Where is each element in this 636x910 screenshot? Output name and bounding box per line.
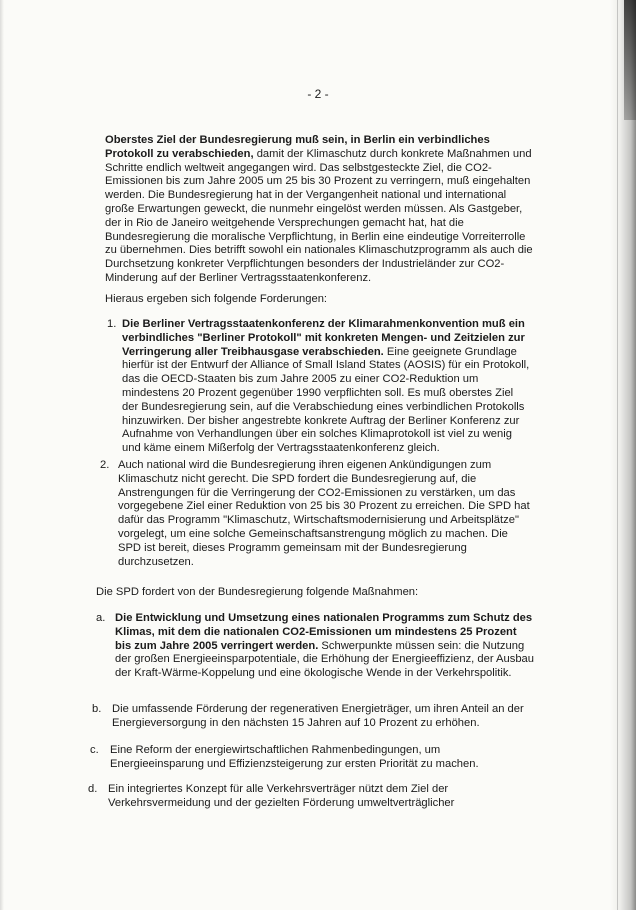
lettered-item-body-text: Ein integriertes Konzept für alle Verkehrsverträger nützt dem Ziel der Verkehrsvermeidung und der gezielten Förderung umweltverträglicher	[108, 783, 455, 809]
scan-edge-shadow	[610, 0, 636, 910]
intro-text: damit der Klimaschutz durch konkrete Maßnahmen und Schritte endlich weltweit angegangen wird. Das selbstgesteckte Ziel, die CO2-Emissionen bis zum Jahre 2005 um 25 bis 30 Prozent zu verringern, muß eingehalten werden. Die Bundesregierung hat in der Vergangenheit national und international große Erwartungen geweckt, die nunmehr eingelöst werden müssen. Als Gastgeber, der in Rio de Janeiro weitgehende Versprechungen gemacht hat, hat die Bundesregierung die moralische Verpflichtung, in Berlin eine eindeutige Vorreiterrolle zu übernehmen. Dies betrifft sowohl ein nationales Klimaschutzprogramm als auch die Durchsetzung konkreter Verpflichtungen besonders der Industrieländer zur CO2-Minderung auf der Berliner Vertragsstaatenkonferenz.	[105, 147, 533, 284]
numbered-item-marker: 2.	[100, 459, 110, 471]
demands-intro: Hieraus ergeben sich folgende Forderungen:	[105, 293, 328, 305]
numbered-item-body-text: Auch national wird die Bundesregierung ihren eigenen Ankündigungen zum Klimaschutz nicht gerecht. Die SPD fordert die Bundesregierung auf, die Anstrengungen für die Verringerung der CO2-Emissionen zu verstärken, um das vorgegebene Ziel einer Reduktion von 25 bis 30 Prozent zu erreichen. Die SPD hat dafür das Programm "Klimaschutz, Wirtschaftsmodernisierung und Arbeitsplätze" vorgelegt, um eine solche Gemeinschaftsanstrengung möglich zu machen. Die SPD ist bereit, dieses Programm gemeinsam mit der Bundesregierung durchzusetzen.	[118, 459, 530, 568]
intro-bold-text: Oberstes Ziel der Bundesregierung muß sein, in Berlin ein verbindliches Protokoll zu verabschieden,	[105, 134, 490, 160]
lettered-item-text	[108, 783, 536, 811]
lettered-item-bold-text: Die Entwicklung und Umsetzung eines nationalen Programms zum Schutz des Klimas, mit dem die nationalen CO2-Emissionen um mindestens 25 Prozent bis zum Jahre 2005 verringert werden.	[115, 612, 533, 652]
intro-paragraph	[105, 134, 537, 286]
lettered-item-body-text: Die umfassende Förderung der regenerativen Energieträger, um ihren Anteil an der Energieversorgung in den nächsten 15 Jahren auf 10 Prozent zu erhöhen.	[112, 703, 524, 729]
numbered-item-bold-text: Die Berliner Vertragsstaatenkonferenz der Klimarahmenkonvention muß ein verbindliches "Berliner Protokoll" mit konkreten Mengen- und Zeitzielen zur Verringerung aller Treibhausgase verabschieden.	[122, 318, 525, 358]
lettered-item-text	[112, 703, 536, 731]
lettered-item-marker: a.	[96, 612, 106, 624]
numbered-item-body-text: Eine geeignete Grundlage hierfür ist der Entwurf der Alliance of Small Island States (AOSIS) für ein Protokoll, das die OECD-Staaten bis zum Jahre 2005 zu einer CO2-Reduktion um mindestens 20 Prozent gegenüber 1990 verpflichten soll. Es muß oberstes Ziel der Bundesregierung sein, auf die Verabschiedung eines verbindlichen Protokolls hinzuwirken. Der bisher angestrebte konkrete Auftrag der Berliner Konferenz zur Aufnahme von Verhandlungen über ein solches Klimaprotokoll ist viel zu wenig und käme einem Mißerfolg der Vertragsstaatenkonferenz gleich.	[122, 345, 530, 455]
lettered-item-body-text: Schwerpunkte müssen sein: die Nutzung der großen Energieeinsparpotentiale, die Erhöhung der Energieeffizienz, der Ausbau der Kraft-Wärme-Koppelung und eine ökologische Wende in der Verkehrspolitik.	[115, 639, 534, 680]
scan-edge-left	[0, 0, 4, 910]
numbered-item-text	[118, 459, 532, 569]
scan-edge-dark	[624, 0, 636, 120]
lettered-item-marker: d.	[88, 783, 98, 795]
lettered-item-text	[110, 744, 536, 772]
lettered-item-marker: b.	[92, 703, 102, 715]
lettered-item-marker: c.	[90, 744, 99, 756]
measures-intro: Die SPD fordert von der Bundesregierung folgende Maßnahmen:	[96, 586, 419, 598]
numbered-item-marker: 1.	[107, 318, 117, 330]
lettered-item-body-text: Eine Reform der energiewirtschaftlichen Rahmenbedingungen, um Energieeinsparung und Effizienzsteigerung zur ersten Priorität zu machen.	[110, 744, 479, 770]
numbered-item-text	[122, 318, 532, 456]
page-number: - 2 -	[307, 87, 329, 101]
lettered-item-text	[115, 612, 535, 681]
